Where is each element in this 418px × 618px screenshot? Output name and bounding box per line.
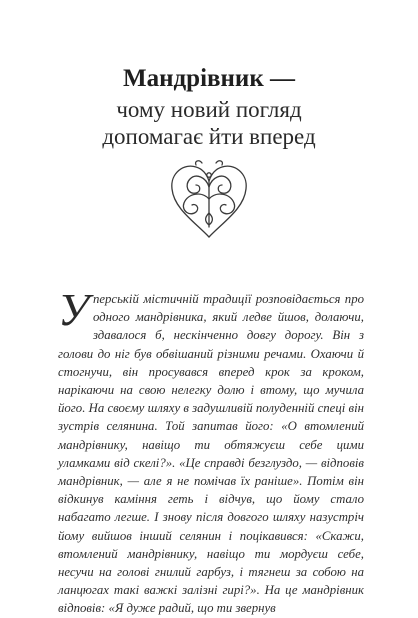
chapter-title: Мандрівник — [123,65,295,92]
ornament-heart-flourish-icon [166,157,252,241]
drop-cap: У [58,284,89,335]
body-paragraph [58,284,364,618]
body-text: перській містичній традиції розповідається про одного мандрівника, який ледве йшов, долаючи, здавалося б, нескінченно довгу дорогу. Він з голови до ніг був обвішаний різними речами. Охаючи й стогнучи, він просувався вперед крок за кроком, нарікаючи на свою нелегку долю і втому, що мучила його. На своєму шляху в задушливій полуденній спеці він зустрів селянина. Той запитав його: «О втомлений мандрівнику, навіщо ти обтяжуєш себе цими уламками від скелі?». «Це справді безглуздо, — відповів мандрівник, — але я не помічав їх раніше». Потім він відкинув каміння геть і відчув, що йому стало набагато легше. І знову після довгого шляху назустріч йому вийшов інший селянин і поцікавився: «Скажи, втомлений мандрівнику, навіщо ти мордуєш себе, несучи на голові гнилий гарбуз, і тягнеш за собою на ланцюгах такі важкі залізні гирі?». На це мандрівник відповів: «Я дуже радий, що ти звернув [58,292,364,616]
chapter-subtitle-line-2: допомагає йти вперед [102,124,316,149]
chapter-subtitle [0,96,418,150]
chapter-subtitle-line-1: чому новий погляд [116,97,302,122]
